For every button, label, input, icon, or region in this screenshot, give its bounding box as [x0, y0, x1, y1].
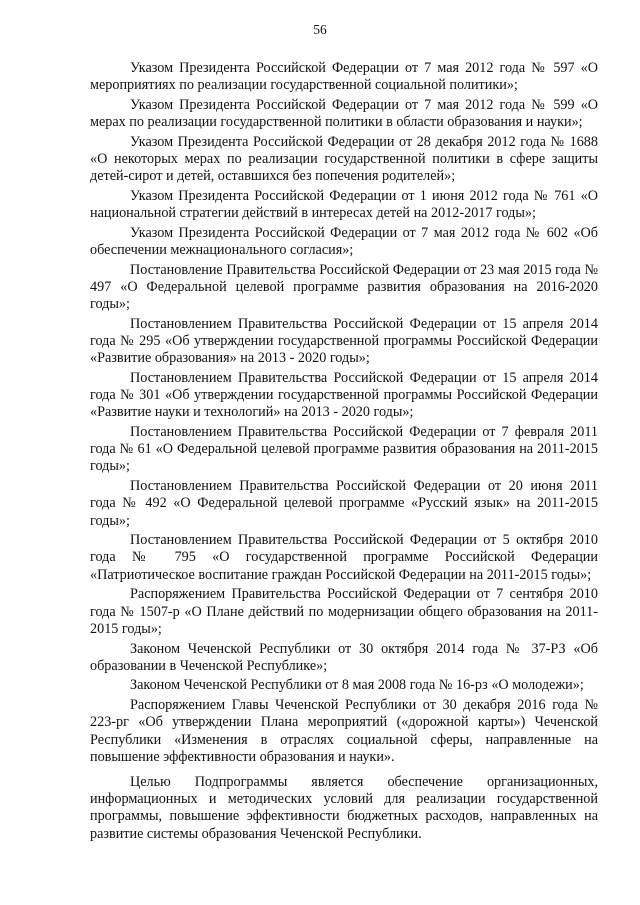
paragraph-law-37-rz: Законом Чеченской Республики от 30 октября 2014 года № 37-РЗ «Об образовании в Чеченской Республике»;	[90, 640, 598, 674]
paragraph-resolution-61: Постановлением Правительства Российской Федерации от 7 февраля 2011 года № 61 «О Федеральной целевой программе развития образования на 2011-2015 годы»;	[90, 424, 598, 475]
paragraph-resolution-295: Постановлением Правительства Российской Федерации от 15 апреля 2014 года № 295 «Об утверждении государственной программы Российской Федерации «Развитие образования» на 2013 - 2020 годы»;	[90, 315, 598, 367]
paragraph-resolution-497: Постановление Правительства Российской Федерации от 23 мая 2015 года № 497 «О Федеральной целевой программе развития образования на 2016-2020 годы»;	[90, 261, 598, 313]
paragraph-decree-761: Указом Президента Российской Федерации от 1 июня 2012 года № 761 «О национальной стратегии действий в интересах детей на 2012-2017 годы»;	[90, 187, 598, 222]
page-number: 56	[313, 22, 327, 37]
paragraph-resolution-492: Постановлением Правительства Российской Федерации от 20 июня 2011 года № 492 «О Федеральной целевой программе «Русский язык» на 2011-2015 годы»;	[90, 478, 598, 529]
paragraph-decree-599: Указом Президента Российской Федерации от 7 мая 2012 года № 599 «О мерах по реализации государственной политики в области образования и науки»;	[90, 96, 598, 131]
document-body	[90, 60, 598, 845]
paragraph-law-16-rz: Законом Чеченской Республики от 8 мая 2008 года № 16-рз «О молодежи»;	[130, 677, 584, 694]
paragraph-decree-597: Указом Президента Российской Федерации от 7 мая 2012 года № 597 «О мероприятиях по реализации государственной социальной политики»;	[90, 60, 598, 94]
paragraph-order-223-rg: Распоряжением Главы Чеченской Республики от 30 декабря 2016 года № 223-рг «Об утверждении Плана мероприятий («дорожной карты») Чеченской Республики «Изменения в отраслях социальной сферы, направленные на повышение эффективности образования и науки».	[90, 697, 598, 765]
paragraph-subprogram-goal: Целью Подпрограммы является обеспечение организационных, информационных и методических условий для реализации государственной программы, повышение эффективности бюджетных расходов, направленных на развитие системы образования Чеченской Республики.	[90, 773, 598, 842]
paragraph-resolution-301: Постановлением Правительства Российской Федерации от 15 апреля 2014 года № 301 «Об утверждении государственной программы Российской Федерации «Развитие науки и технологий» на 2013 - 2020 годы»;	[90, 369, 598, 421]
paragraph-order-1507-r: Распоряжением Правительства Российской Федерации от 7 сентября 2010 года № 1507-р «О Плане действий по модернизации общего образования на 2011-2015 годы»;	[90, 586, 598, 637]
paragraph-decree-1688: Указом Президента Российской Федерации от 28 декабря 2012 года № 1688 «О некоторых мерах по реализации государственной политики в сфере защиты детей-сирот и детей, оставшихся без попечения родителей»;	[90, 133, 598, 185]
paragraph-decree-602: Указом Президента Российской Федерации от 7 мая 2012 года № 602 «Об обеспечении межнационального согласия»;	[90, 224, 598, 259]
paragraph-resolution-795: Постановлением Правительства Российской Федерации от 5 октября 2010 года № 795 «О государственной программе Российской Федерации «Патриотическое воспитание граждан Российской Федерации на 2011-2015 годы»;	[90, 532, 598, 583]
